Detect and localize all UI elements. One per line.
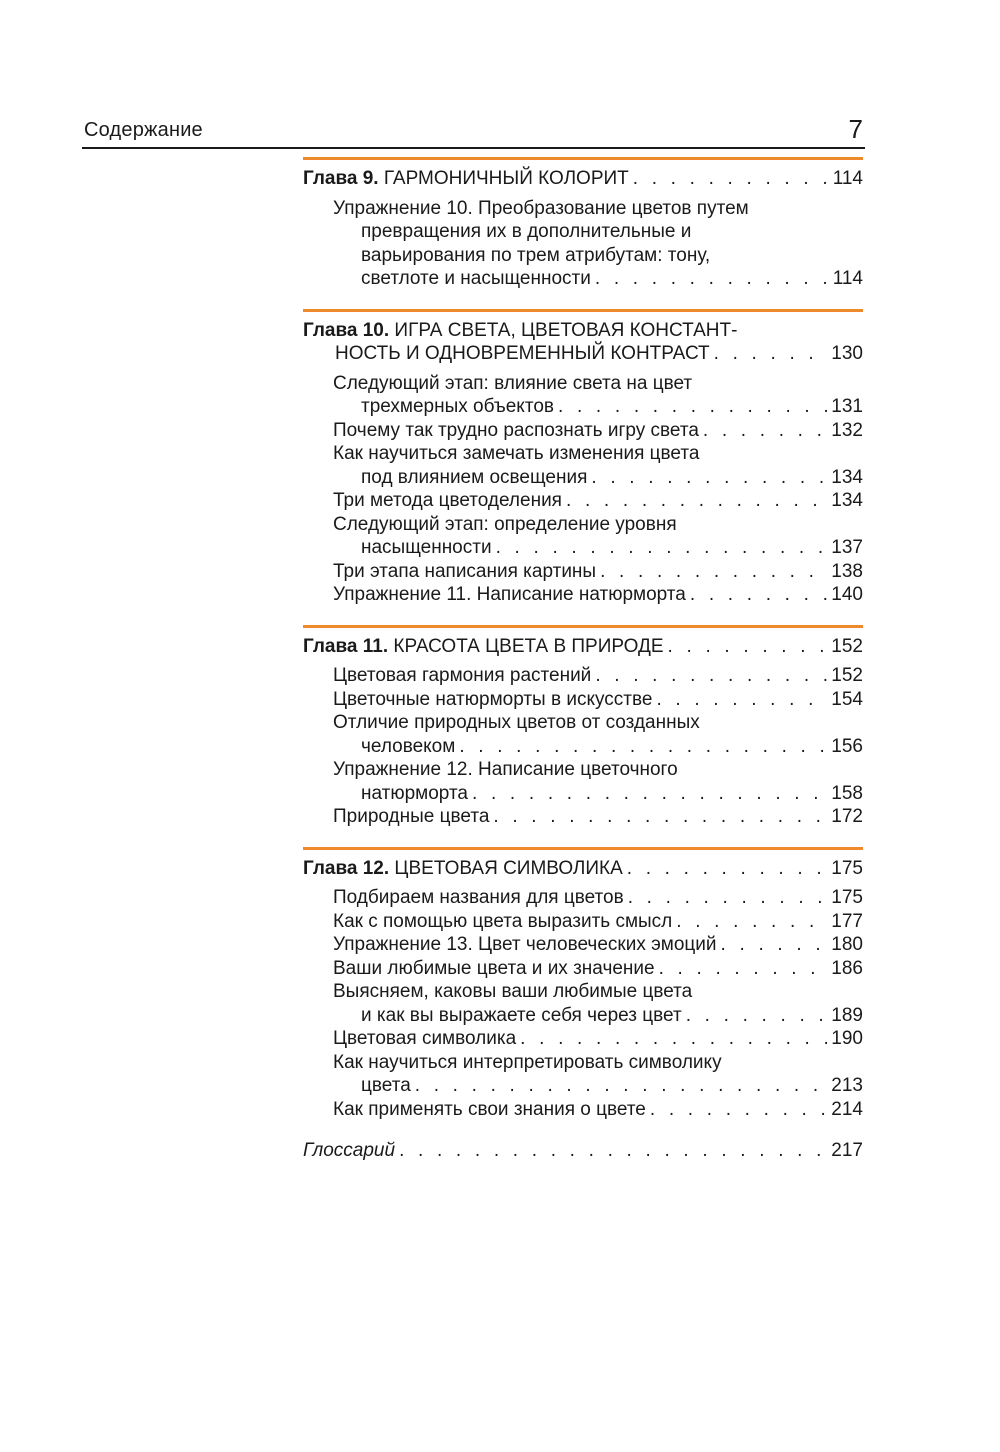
page-ref: 156 (831, 735, 863, 757)
dot-leader (686, 1004, 828, 1028)
entry-title: Как научиться интерпретировать символику (333, 1051, 722, 1073)
entry-text (361, 267, 591, 291)
entry-title: Отличие природных цветов от созданных (333, 712, 700, 733)
entry-text (303, 857, 623, 881)
entry-row (361, 735, 863, 759)
dot-leader (690, 583, 827, 607)
entry-row (361, 466, 863, 490)
entry-text (333, 711, 700, 735)
entry-title: человеком (361, 735, 456, 757)
page-ref: 140 (831, 584, 863, 605)
entry-text (333, 442, 699, 466)
entry-row (303, 167, 863, 191)
page-ref: 213 (831, 1075, 863, 1096)
toc-entry[interactable] (303, 1027, 863, 1051)
entry-title: светлоте и насыщенности (361, 268, 591, 289)
page-ref: 190 (831, 1028, 863, 1049)
page-ref: 180 (831, 934, 863, 955)
entry-text (333, 513, 677, 537)
entry-row (333, 758, 863, 782)
entry-title: превращения их в дополнительные и (361, 221, 692, 242)
toc-entry[interactable] (303, 419, 863, 443)
entry-text (335, 342, 710, 366)
toc-entry[interactable] (303, 1051, 863, 1075)
dot-leader (628, 886, 828, 910)
toc-entry[interactable] (303, 442, 863, 466)
entry-title: Почему так трудно распознать игру света (333, 419, 699, 441)
toc-entry[interactable] (303, 910, 863, 934)
entry-text (361, 466, 587, 490)
entry-title: Как научиться замечать изменения цвета (333, 443, 700, 464)
entry-row (361, 267, 863, 291)
toc-entry[interactable] (303, 957, 863, 981)
entry-text (333, 886, 624, 910)
toc-entry[interactable] (303, 735, 863, 759)
toc-entry[interactable] (303, 466, 863, 490)
entry-row (303, 319, 863, 343)
dot-leader (591, 466, 827, 490)
entry-text (361, 244, 710, 268)
toc-entry[interactable] (303, 782, 863, 806)
entry-row (333, 1098, 863, 1122)
entry-text (361, 782, 468, 806)
dot-leader (472, 782, 827, 806)
entry-row (333, 980, 863, 1004)
page-ref: 158 (831, 782, 863, 804)
page-ref: 114 (832, 168, 863, 189)
entry-title: трехмерных объектов (361, 396, 554, 417)
entry-row (333, 711, 863, 735)
toc-entry[interactable] (303, 197, 863, 221)
dot-leader (496, 536, 828, 560)
page-ref: 186 (831, 957, 863, 979)
entry-title: ГАРМОНИЧНЫЙ КОЛОРИТ (378, 168, 629, 189)
entry-text (333, 910, 672, 934)
entry-text (333, 583, 686, 607)
dot-leader (566, 489, 827, 513)
entry-text (361, 1004, 682, 1028)
entry-title: Как применять свои знания о цвете (333, 1098, 646, 1120)
chapter-label: Глава 12. (303, 857, 390, 879)
entry-text (333, 372, 692, 396)
dot-leader (520, 1027, 827, 1051)
entry-row (333, 560, 863, 584)
entry-row (361, 782, 863, 806)
toc-entry[interactable] (303, 1074, 863, 1098)
page-ref: 130 (831, 343, 863, 364)
chapter-heading[interactable] (303, 167, 863, 191)
toc-entry[interactable] (303, 489, 863, 513)
glossary-entry[interactable] (303, 1139, 863, 1163)
running-head (82, 114, 865, 149)
toc-entry[interactable] (303, 805, 863, 829)
dot-leader (600, 560, 827, 584)
entry-row (333, 583, 863, 607)
entry-row (333, 197, 863, 221)
entry-title: Следующий этап: определение уровня (333, 513, 677, 535)
entry-title: Следующий этап: влияние света на цвет (333, 372, 693, 394)
entry-row (333, 805, 863, 829)
dot-leader (595, 267, 829, 291)
page-ref: 137 (831, 537, 863, 558)
entry-text (333, 489, 562, 513)
chapter-heading[interactable] (303, 635, 863, 659)
entry-title: Упражнение 10. Преобразование цветов путем (333, 197, 749, 219)
dot-leader (558, 395, 827, 419)
entry-text (361, 220, 691, 244)
page-ref: 154 (831, 688, 863, 710)
chapter-label: Глава 11. (303, 635, 389, 657)
entry-text (333, 664, 591, 688)
dot-leader (493, 805, 827, 829)
entry-title: и как вы выражаете себя через цвет (361, 1004, 682, 1026)
entry-row (333, 1027, 863, 1051)
entry-text (333, 980, 692, 1004)
dot-leader (595, 664, 827, 688)
entry-title: Три метода цветоделения (333, 490, 562, 511)
entry-title: Цветочные натюрморты в искусстве (333, 688, 653, 710)
toc-entry[interactable] (303, 220, 863, 244)
entry-row (333, 419, 863, 443)
entry-title: Подбираем названия для цветов (333, 887, 624, 908)
entry-text (333, 419, 699, 443)
entry-title: Упражнение 11. Написание натюрморта (333, 584, 686, 605)
page-ref: 152 (831, 665, 863, 686)
dot-leader (659, 957, 828, 981)
page-ref: 217 (831, 1140, 863, 1161)
dot-leader (459, 735, 827, 759)
page-ref: 131 (831, 396, 863, 417)
toc-entry[interactable] (303, 1098, 863, 1122)
entry-row (361, 395, 863, 419)
entry-text (361, 536, 492, 560)
page-ref: 138 (831, 560, 863, 582)
page-ref: 132 (831, 419, 863, 441)
dot-leader (399, 1139, 827, 1163)
chapter-label: Глава 10. (303, 319, 390, 341)
entry-title: насыщенности (361, 537, 492, 558)
entry-text (303, 635, 664, 659)
entry-title: Природные цвета (333, 806, 490, 827)
entry-title: ЦВЕТОВАЯ СИМВОЛИКА (389, 857, 623, 879)
toc-entry[interactable] (303, 583, 863, 607)
entry-title: Цветовая гармония растений (333, 665, 592, 686)
entry-text (333, 560, 596, 584)
toc-entry[interactable] (303, 513, 863, 537)
entry-row (333, 372, 863, 396)
toc-entry[interactable] (303, 342, 863, 366)
dot-leader (627, 857, 828, 881)
toc-entry[interactable] (303, 244, 863, 268)
dot-leader (415, 1074, 828, 1098)
entry-row (333, 688, 863, 712)
entry-text (333, 1098, 646, 1122)
toc-entry[interactable] (303, 688, 863, 712)
page-ref: 189 (831, 1004, 863, 1026)
entry-row (361, 220, 863, 244)
entry-row (303, 635, 863, 659)
dot-leader (703, 419, 827, 443)
entry-row (333, 957, 863, 981)
entry-row (361, 536, 863, 560)
entry-row (303, 857, 863, 881)
page-ref: 152 (831, 635, 863, 657)
dot-leader (650, 1098, 827, 1122)
entry-row (361, 244, 863, 268)
page-ref: 134 (831, 490, 863, 511)
chapter-block (303, 847, 863, 1122)
page-number: 7 (848, 114, 863, 144)
entry-title: Выясняем, каковы ваши любимые цвета (333, 981, 693, 1002)
entry-row (333, 1051, 863, 1075)
entry-title: Как с помощью цвета выразить смысл (333, 910, 673, 932)
entry-title: цвета (361, 1075, 411, 1096)
toc-entry[interactable] (303, 980, 863, 1004)
entry-row (333, 933, 863, 957)
entry-text (333, 197, 749, 221)
table-of-contents (303, 157, 863, 1163)
chapter-block (303, 309, 863, 607)
entry-row (361, 1004, 863, 1028)
toc-entry[interactable] (303, 1004, 863, 1028)
chapter-heading[interactable] (303, 857, 863, 881)
entry-title: ИГРА СВЕТА, ЦВЕТОВАЯ КОНСТАНТ- (389, 319, 738, 341)
entry-text (303, 319, 737, 343)
entry-row (333, 664, 863, 688)
entry-text (333, 933, 717, 957)
entry-title: Упражнение 12. Написание цветочного (333, 759, 678, 780)
toc-entry[interactable] (303, 395, 863, 419)
entry-row (303, 1139, 863, 1163)
entry-text (333, 688, 652, 712)
page-ref: 134 (831, 466, 863, 488)
entry-row (333, 886, 863, 910)
entry-title: Цветовая символика (333, 1028, 517, 1049)
toc-entry[interactable] (303, 267, 863, 291)
entry-title: натюрморта (361, 782, 468, 804)
entry-row (333, 910, 863, 934)
dot-leader (676, 910, 827, 934)
toc-entry[interactable] (303, 933, 863, 957)
chapter-label: Глава 9. (303, 168, 379, 189)
toc-entry[interactable] (303, 664, 863, 688)
toc-entry[interactable] (303, 758, 863, 782)
page-ref: 177 (831, 910, 863, 932)
entry-text (361, 735, 455, 759)
page-ref: 172 (831, 806, 863, 827)
entry-row (361, 1074, 863, 1098)
entry-title: Три этапа написания картины (333, 560, 597, 582)
page-ref: 175 (831, 887, 863, 908)
entry-text (333, 805, 489, 829)
entry-text (303, 167, 629, 191)
toc-entry[interactable] (303, 536, 863, 560)
chapter-block (303, 625, 863, 829)
entry-row (335, 342, 863, 366)
entry-row (333, 489, 863, 513)
page-ref: 214 (831, 1098, 863, 1120)
chapter-block (303, 157, 863, 291)
entry-text (333, 957, 655, 981)
dot-leader (633, 167, 829, 191)
entry-title: варьирования по трем атрибутам: тону, (361, 244, 711, 266)
page-ref: 114 (832, 268, 863, 289)
entry-title: Ваши любимые цвета и их значение (333, 957, 655, 979)
entry-text (361, 1074, 411, 1098)
dot-leader (714, 342, 828, 366)
entry-text (333, 1051, 722, 1075)
entry-row (333, 442, 863, 466)
toc-entry[interactable] (303, 886, 863, 910)
entry-row (333, 513, 863, 537)
chapter-heading[interactable] (303, 319, 863, 343)
entry-text (333, 758, 678, 782)
entry-text (333, 1027, 516, 1051)
toc-entry[interactable] (303, 711, 863, 735)
glossary-title: Глоссарий (303, 1140, 396, 1161)
entry-title: под влиянием освещения (361, 466, 588, 488)
entry-title: НОСТЬ И ОДНОВРЕМЕННЫЙ КОНТРАСТ (335, 343, 710, 364)
entry-title: Упражнение 13. Цвет человеческих эмоций (333, 934, 717, 955)
entry-text (361, 395, 554, 419)
dot-leader (721, 933, 828, 957)
toc-entry[interactable] (303, 560, 863, 584)
toc-entry[interactable] (303, 372, 863, 396)
page-ref: 175 (831, 857, 863, 879)
dot-leader (656, 688, 827, 712)
dot-leader (668, 635, 828, 659)
entry-title: КРАСОТА ЦВЕТА В ПРИРОДЕ (388, 635, 664, 657)
running-head-title: Содержание (84, 119, 203, 141)
